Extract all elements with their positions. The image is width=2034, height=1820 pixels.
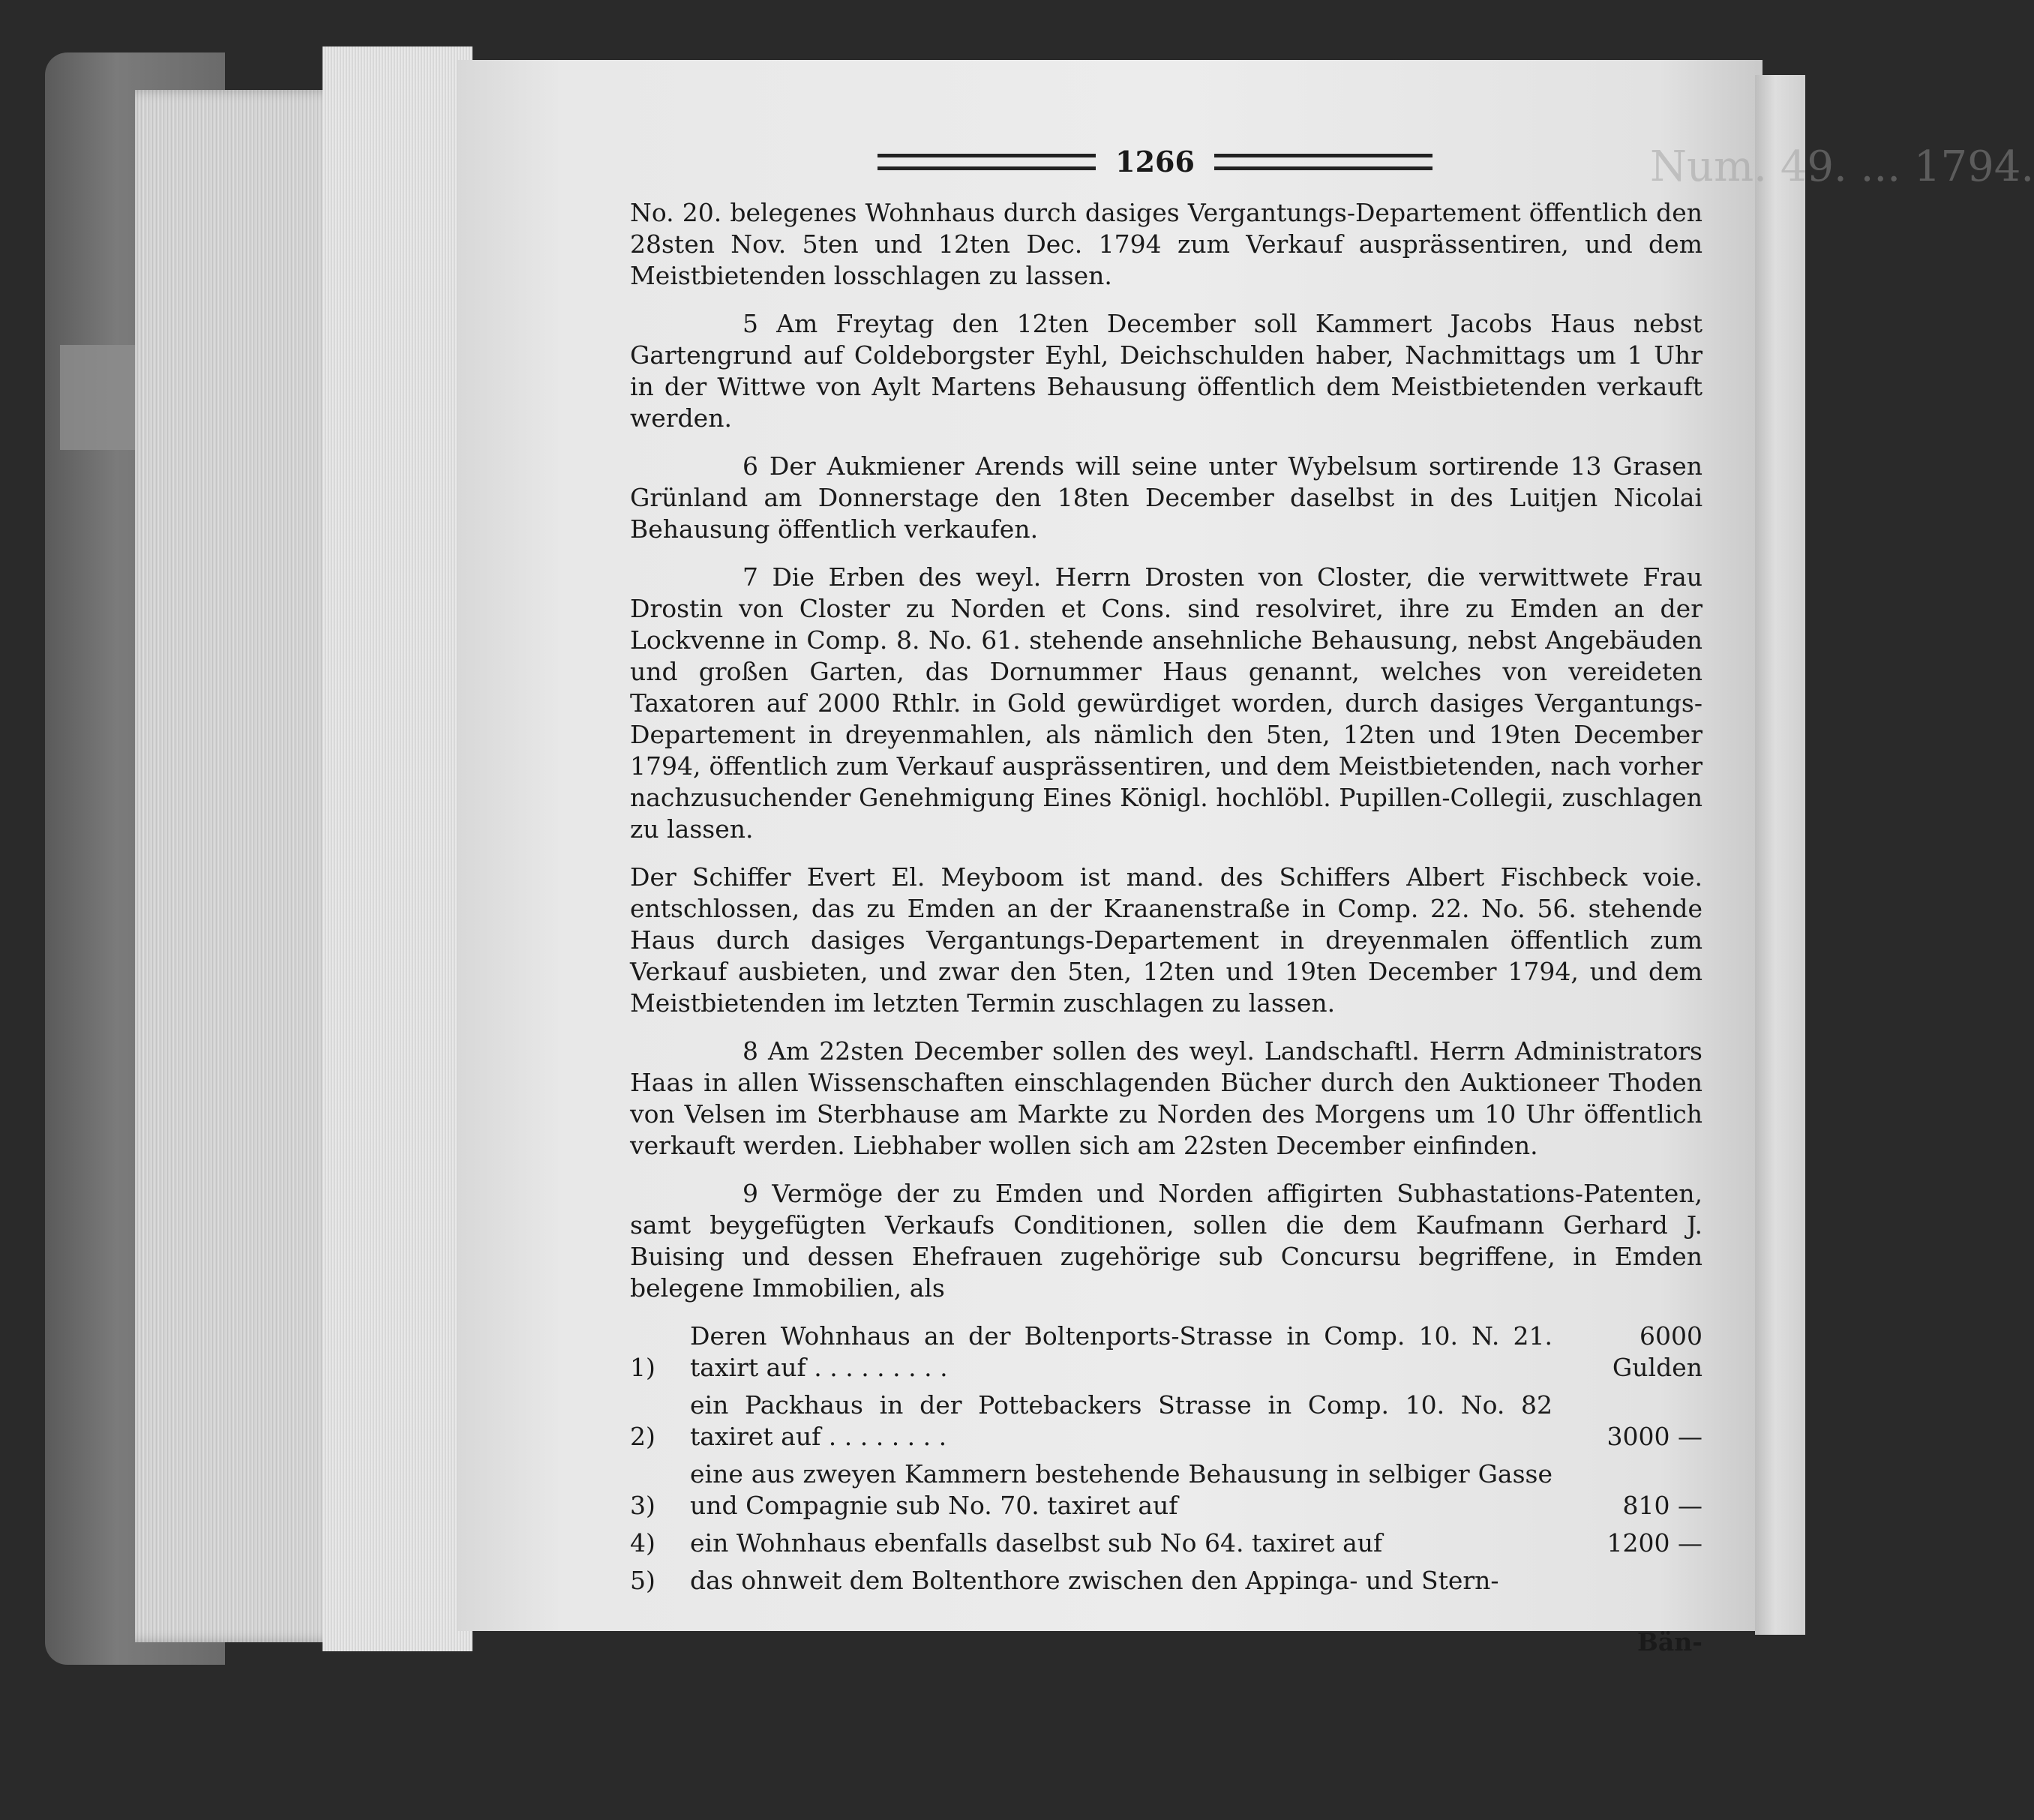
item-number: 3) xyxy=(630,1491,656,1520)
item-price: 1200 — xyxy=(1606,1528,1702,1558)
paragraph-5: 5 Am Freytag den 12ten December soll Kammert Jacobs Haus nebst Gartengrund auf Coldeborgster Eyhl, Deichschulden haber, Nachmittags um 1 Uhr in der Wittwe von Aylt Martens Behausung öffentlich dem Meistbietenden verkauft werden. xyxy=(630,309,1702,433)
list-item xyxy=(630,1459,1702,1522)
list-item xyxy=(630,1565,1702,1597)
list-item xyxy=(630,1321,1702,1384)
item-number: 1) xyxy=(630,1353,656,1382)
page-number: 1266 xyxy=(1115,145,1195,178)
paragraph-6: 6 Der Aukmiener Arends will seine unter Wybelsum sortirende 13 Grasen Grünland am Donnerstage den 18ten December daselbst in des Luitjen Nicolai Behausung öffentlich verkaufen. xyxy=(630,451,1702,544)
page-header xyxy=(878,146,1432,178)
paragraph-8: 8 Am 22sten December sollen des weyl. Landschaftl. Herrn Administrators Haas in allen Wissenschaften einschlagenden Bücher durch den Auktioneer Thoden von Velsen im Sterbhause am Markte zu Norden des Morgens um 10 Uhr öffentlich verkauft werden. Liebhaber wollen sich am 22sten December einfinden. xyxy=(630,1036,1702,1160)
show-through-heading: Num. 49. ... 1794. xyxy=(1650,142,2034,191)
item-text: Deren Wohnhaus an der Boltenports-Strasse in Comp. 10. N. 21. taxirt auf . . . . . . . . . xyxy=(690,1321,1552,1382)
item-text: ein Packhaus in der Pottebackers Strasse in Comp. 10. No. 82 taxiret auf . . . . . . . . xyxy=(690,1390,1552,1451)
header-rule-right xyxy=(1214,154,1432,170)
page-content xyxy=(630,146,1702,1658)
paragraph-9: 9 Vermöge der zu Emden und Norden affigirten Subhastations-Patenten, samt beygefügten Verkaufs Conditionen, sollen die dem Kaufmann Gerhard J. Buising und dessen Ehefrauen zugehörige sub Concursu begriffene, in Emden belegene Immobilien, als xyxy=(630,1179,1702,1303)
page-edges-inner xyxy=(322,46,472,1651)
item-text: ein Wohnhaus ebenfalls daselbst sub No 64. taxiret auf xyxy=(690,1528,1383,1558)
catchword: Bän- xyxy=(1637,1627,1702,1657)
facing-page-edge xyxy=(1755,75,1805,1635)
item-text: das ohnweit dem Boltenthore zwischen den Appinga- und Stern- xyxy=(690,1566,1499,1595)
paragraph-7b: Der Schiffer Evert El. Meyboom ist mand. des Schiffers Albert Fischbeck voie. entschlossen, das zu Emden an der Kraanenstraße in Comp. 22. No. 56. stehende Haus durch dasiges Vergantungs-Departement in dreyenmalen öffentlich zum Verkauf ausbieten, und zwar den 5ten, 12ten und 19ten December 1794, und dem Meistbietenden im letzten Termin zuschlagen zu lassen. xyxy=(630,862,1702,1018)
paragraph-7: 7 Die Erben des weyl. Herrn Drosten von Closter, die verwittwete Frau Drostin von Closter zu Norden et Cons. sind resolviret, ihre zu Emden an der Lockvenne in Comp. 8. No. 61. stehende ansehnliche Behausung, nebst Angebäuden und großen Garten, das Dornummer Haus genannt, welches von vereideten Taxatoren auf 2000 Rthlr. in Gold gewürdiget worden, durch dasiges Vergantungs-Departement in dreyenmahlen, als nämlich den 5ten, 12ten und 19ten December 1794, öffentlich zum Verkauf ausprässentiren, und dem Meistbietenden, nach vorher nachzusuchender Genehmigung Eines Königl. hochlöbl. Pupillen-Collegii, zuschlagen zu lassen. xyxy=(630,562,1702,844)
header-rule-left xyxy=(878,154,1096,170)
item-price: 3000 — xyxy=(1606,1422,1702,1451)
item-number: 4) xyxy=(630,1528,656,1558)
list-item xyxy=(630,1528,1702,1559)
item-text: eine aus zweyen Kammern bestehende Behausung in selbiger Gasse und Compagnie sub No. 70. taxiret auf xyxy=(690,1459,1552,1520)
item-number: 5) xyxy=(630,1566,656,1595)
item-price: 6000 Gulden xyxy=(1612,1321,1702,1382)
list-item xyxy=(630,1390,1702,1453)
property-list xyxy=(630,1321,1702,1597)
item-price: 810 — xyxy=(1622,1491,1702,1520)
item-number: 2) xyxy=(630,1422,656,1451)
paragraph-continuation: No. 20. belegenes Wohnhaus durch dasiges Vergantungs-Departement öffentlich den 28sten Nov. 5ten und 12ten Dec. 1794 zum Verkauf ausprässentiren, und dem Meistbietenden losschlagen zu lassen. xyxy=(630,198,1702,290)
